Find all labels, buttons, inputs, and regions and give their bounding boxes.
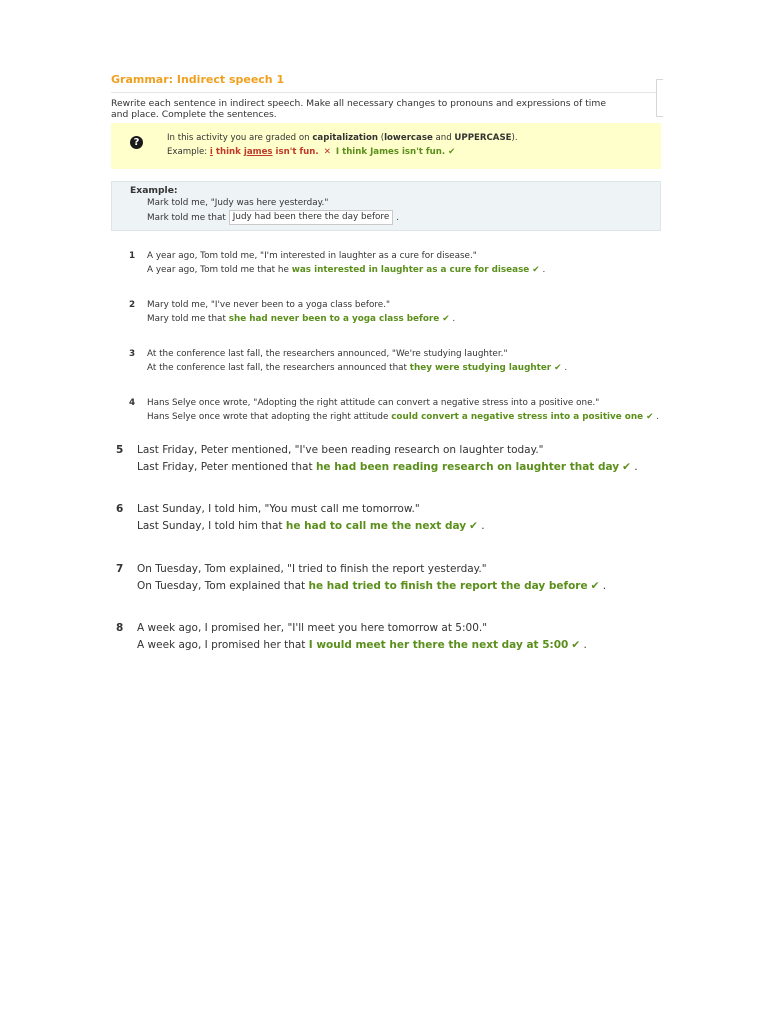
side-bracket xyxy=(656,79,663,117)
title-divider xyxy=(111,92,656,93)
item-number: 8 xyxy=(116,622,124,634)
check-icon: ✔ xyxy=(469,520,478,532)
check-icon: ✔ xyxy=(622,461,631,473)
instructions: Rewrite each sentence in indirect speech. Make all necessary changes to pronouns and expressions of time and place. Complete the sentences. xyxy=(111,98,606,120)
item-prompt: Last Sunday, I told him, "You must call me tomorrow." xyxy=(137,503,420,515)
notice-example: Example: i think james isn't fun. ✕ I think James isn't fun. ✔ xyxy=(167,147,456,157)
check-icon: ✔ xyxy=(532,265,540,275)
item-prompt: A year ago, Tom told me, "I'm interested in laughter as a cure for disease." xyxy=(147,251,477,261)
example-prompt: Mark told me, "Judy was here yesterday." xyxy=(147,198,329,208)
check-icon: ✔ xyxy=(571,639,581,651)
item-answer: Last Friday, Peter mentioned that he had been reading research on laughter that day ✔ . xyxy=(137,461,638,473)
check-icon: ✔ xyxy=(448,147,456,157)
item-answer: Mary told me that she had never been to a yoga class before ✔ . xyxy=(147,314,456,324)
item-number: 3 xyxy=(129,349,136,359)
example-answer-field: Judy had been there the day before xyxy=(229,210,393,225)
item-prompt: Hans Selye once wrote, "Adopting the right attitude can convert a negative stress into a positive one." xyxy=(147,398,600,408)
item-answer: A week ago, I promised her that I would meet her there the next day at 5:00 ✔ . xyxy=(137,639,587,651)
item-prompt: Mary told me, "I've never been to a yoga class before." xyxy=(147,300,391,310)
answer-field[interactable]: he had to call me the next day xyxy=(285,520,467,532)
check-icon: ✔ xyxy=(646,412,654,422)
notice-text: In this activity you are graded on capitalization (lowercase and UPPERCASE). xyxy=(167,133,518,143)
example-answer: Mark told me that Judy had been there the day before . xyxy=(147,210,399,225)
item-number: 2 xyxy=(129,300,136,310)
item-prompt: A week ago, I promised her, "I'll meet you here tomorrow at 5:00." xyxy=(137,622,488,634)
item-prompt: At the conference last fall, the researchers announced, "We're studying laughter." xyxy=(147,349,508,359)
item-number: 6 xyxy=(116,503,124,515)
example-label: Example: xyxy=(130,185,178,196)
item-prompt: On Tuesday, Tom explained, "I tried to finish the report yesterday." xyxy=(137,563,487,575)
grading-notice xyxy=(111,123,661,169)
item-answer: At the conference last fall, the researchers announced that they were studying laughter ✔ . xyxy=(147,363,568,373)
check-icon: ✔ xyxy=(554,363,562,373)
item-answer: On Tuesday, Tom explained that he had tried to finish the report the day before ✔ . xyxy=(137,580,607,592)
item-prompt: Last Friday, Peter mentioned, "I've been reading research on laughter today." xyxy=(137,444,544,456)
item-answer: Hans Selye once wrote that adopting the right attitude could convert a negative stress into a positive one ✔ . xyxy=(147,412,660,422)
answer-field[interactable]: was interested in laughter as a cure for disease xyxy=(291,265,530,275)
answer-field[interactable]: I would meet her there the next day at 5:00 xyxy=(308,639,569,651)
question-circle-icon: ? xyxy=(130,136,143,149)
item-number: 1 xyxy=(129,251,136,261)
answer-field[interactable]: could convert a negative stress into a positive one xyxy=(391,412,644,422)
answer-field[interactable]: he had tried to finish the report the day before xyxy=(308,580,588,592)
check-icon: ✔ xyxy=(442,314,450,324)
item-answer: A year ago, Tom told me that he was interested in laughter as a cure for disease ✔ . xyxy=(147,265,546,275)
answer-field[interactable]: she had never been to a yoga class before xyxy=(228,314,440,324)
item-answer: Last Sunday, I told him that he had to call me the next day ✔ . xyxy=(137,520,485,532)
example-box xyxy=(111,181,661,231)
item-number: 7 xyxy=(116,563,124,575)
page-title: Grammar: Indirect speech 1 xyxy=(111,73,285,86)
check-icon: ✔ xyxy=(590,580,600,592)
item-number: 4 xyxy=(129,398,136,408)
incorrect-x-icon: ✕ xyxy=(323,147,331,157)
item-number: 5 xyxy=(116,444,124,456)
answer-field[interactable]: he had been reading research on laughter that day xyxy=(315,461,620,473)
answer-field[interactable]: they were studying laughter xyxy=(409,363,552,373)
